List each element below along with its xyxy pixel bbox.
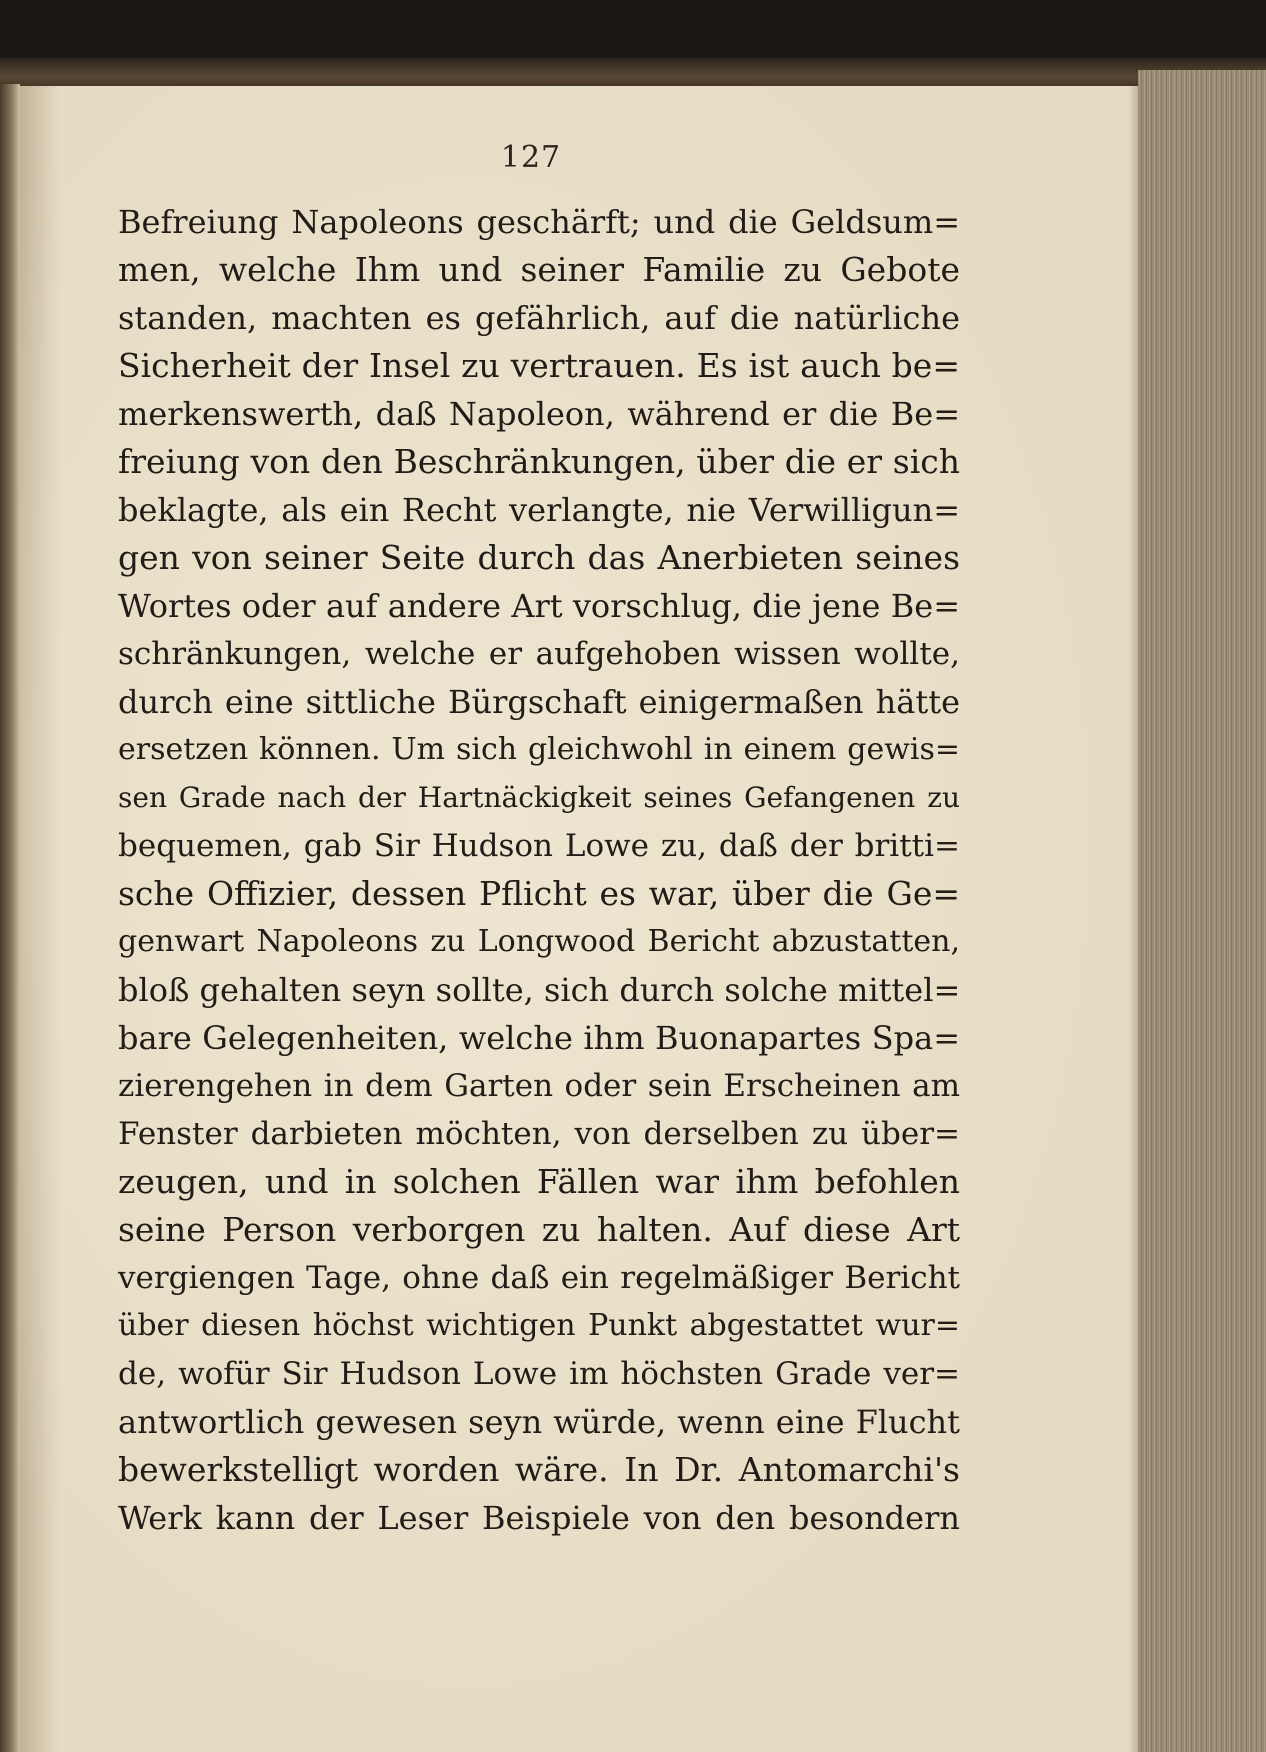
text-line: sen Grade nach der Hartnäckigkeit seines Gefangenen zu <box>118 781 960 814</box>
text-line: bare Gelegenheiten, welche ihm Buonapartes Spa= <box>118 1019 960 1057</box>
text-line: seine Person verborgen zu halten. Auf diese Art <box>118 1210 960 1249</box>
text-line: zeugen, und in solchen Fällen war ihm befohlen <box>118 1162 960 1201</box>
text-line: men, welche Ihm und seiner Familie zu Gebote <box>118 250 960 289</box>
text-line: Wortes oder auf andere Art vorschlug, die jene Be= <box>118 587 960 625</box>
text-line: freiung von den Beschränkungen, über die er sich <box>118 442 960 481</box>
text-line: Fenster darbieten möchten, von derselben zu über= <box>118 1116 960 1152</box>
text-line: über diesen höchst wichtigen Punkt abgestattet wur= <box>118 1308 960 1343</box>
text-line: Befreiung Napoleons geschärft; und die Geldsum= <box>118 203 960 241</box>
text-line: bequemen, gab Sir Hudson Lowe zu, daß der britti= <box>118 828 960 864</box>
text-line: ersetzen können. Um sich gleichwohl in einem gewis= <box>118 732 960 767</box>
text-line: sche Offizier, dessen Pflicht es war, über die Ge= <box>118 874 960 913</box>
text-line: standen, machten es gefährlich, auf die natürliche <box>118 299 960 337</box>
text-line: genwart Napoleons zu Longwood Bericht abzustatten, <box>118 924 960 959</box>
text-line: durch eine sittliche Bürgschaft einigermaßen hätte <box>118 683 960 721</box>
text-line: bloß gehalten seyn sollte, sich durch solche mittel= <box>118 971 960 1009</box>
facing-page-edge <box>0 84 20 1752</box>
page-number: 127 <box>500 140 562 175</box>
text-line: antwortlich gewesen seyn würde, wenn eine Flucht <box>118 1403 960 1441</box>
text-line: gen von seiner Seite durch das Anerbieten seines <box>118 538 960 577</box>
text-line: beklagte, als ein Recht verlangte, nie Verwilligun= <box>118 491 960 529</box>
text-line: Werk kann der Leser Beispiele von den besondern <box>118 1499 960 1537</box>
text-line: merkenswerth, daß Napoleon, während er die Be= <box>118 395 960 433</box>
text-line: de, wofür Sir Hudson Lowe im höchsten Grade ver= <box>118 1356 960 1392</box>
text-line: schränkungen, welche er aufgehoben wissen wollte, <box>118 636 960 672</box>
text-line: zierengehen in dem Garten oder sein Erscheinen am <box>118 1068 960 1104</box>
book-fore-edge <box>1138 70 1266 1752</box>
text-line: Sicherheit der Insel zu vertrauen. Es ist auch be= <box>118 346 960 385</box>
text-line: bewerkstelligt worden wäre. In Dr. Antomarchi's <box>118 1450 960 1489</box>
body-text <box>118 198 960 1542</box>
text-line: vergiengen Tage, ohne daß ein regelmäßiger Bericht <box>118 1260 960 1296</box>
